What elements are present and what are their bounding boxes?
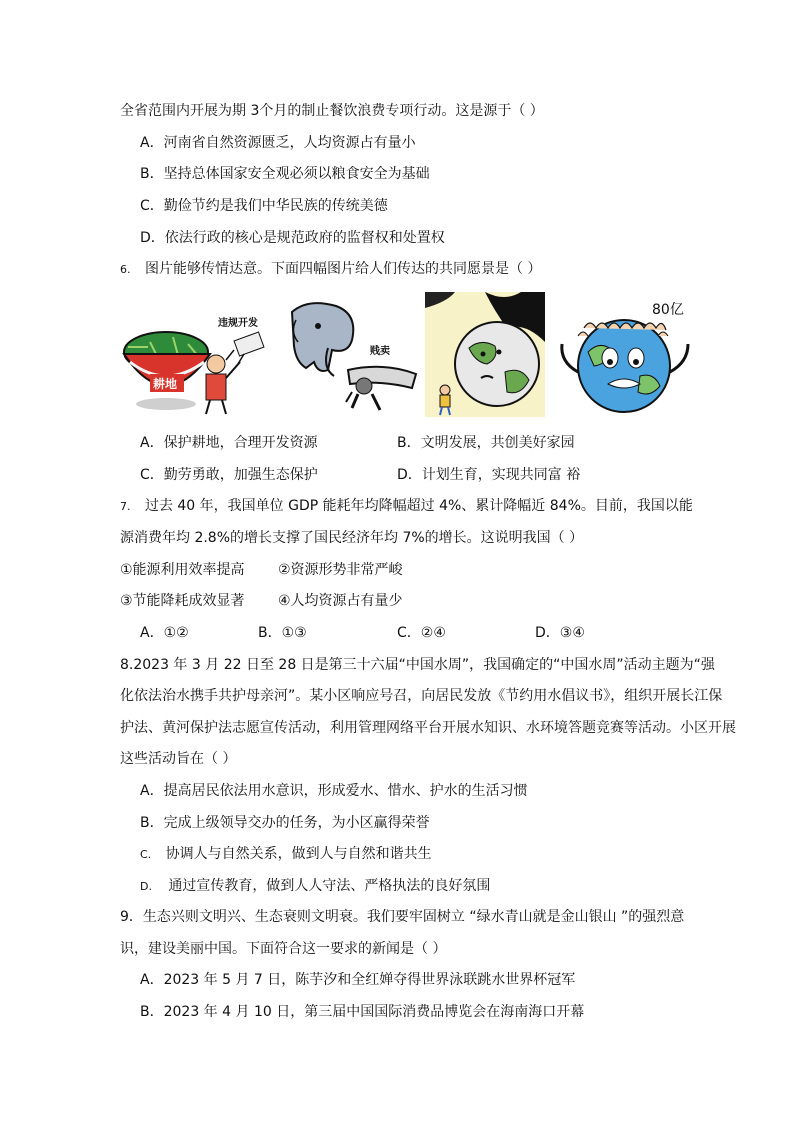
q9-stem-line2: 识，建设美丽中国。下面符合这一要求的新闻是（ ）	[120, 941, 447, 957]
q7-statement-4: ④人均资源占有量少	[278, 593, 403, 609]
q6-image-crowded-earth	[548, 292, 723, 417]
q8-option-c-text: 协调人与自然关系，做到人与自然和谐共生	[165, 846, 432, 862]
q6-number: 6.	[120, 263, 131, 276]
q8-option-c-letter: C.	[140, 848, 152, 861]
q7-stem-line1	[120, 496, 693, 517]
sell-cheap-label: 贱卖	[370, 346, 390, 357]
q6-image-earth-pollution	[425, 292, 545, 417]
q5-option-c: C．勤俭节约是我们中华民族的传统美德	[140, 198, 388, 214]
farmland-cartoon-illustration	[118, 292, 288, 417]
q8-stem-line4: 这些活动旨在（ ）	[120, 751, 237, 767]
q5-option-a: A．河南省自然资源匮乏，人均资源占有量小	[140, 135, 416, 151]
q8-option-d-text: 通过宣传教育，做到人人守法、严格执法的良好氛围	[168, 878, 491, 894]
q8-stem-line2: 化依法治水携手共护母亲河”。某小区响应号召，向居民发放《节约用水倡议书》，组织开展长江保	[120, 688, 723, 704]
q5-option-d: D．依法行政的核心是规范政府的监督权和处置权	[140, 230, 445, 246]
q7-option-a: A．①②	[140, 625, 189, 641]
population-label: 80亿	[652, 302, 684, 318]
q6-image-elephant	[288, 292, 423, 417]
q6-option-c: C．勤劳勇敢，加强生态保护	[140, 467, 318, 483]
q7-number: 7.	[120, 500, 131, 513]
q6-stem-text: 图片能够传情达意。下面四幅图片给人们传达的共同愿景是（ ）	[144, 261, 542, 277]
q8-option-b: B．完成上级领导交办的任务，为小区赢得荣誉	[140, 815, 430, 831]
q7-statement-3: ③节能降耗成效显著	[120, 593, 245, 609]
illegal-development-label: 违规开发	[218, 318, 258, 329]
q7-option-c: C．②④	[397, 625, 446, 641]
q7-statement-2: ②资源形势非常严峻	[278, 562, 403, 578]
q9-stem-line1: 9．生态兴则文明兴、生态衰则文明衰。我们要牢固树立 “绿水青山就是金山银山 ”的强烈意	[120, 909, 685, 925]
q7-stem-line2: 源消费年均 2.8%的增长支撑了国民经济年均 7%的增长。这说明我国（ ）	[120, 530, 584, 546]
q8-option-c	[140, 844, 432, 865]
q6-image-farmland	[118, 292, 288, 417]
q8-stem-line1: 8.2023 年 3 月 22 日至 28 日是第三十六届“中国水周”，我国确定的“中国水周”活动主题为“强	[120, 657, 715, 673]
earth-pollution-cartoon-illustration	[425, 292, 545, 417]
q9-option-b: B．2023 年 4 月 10 日，第三届中国国际消费品博览会在海南海口开幕	[140, 1004, 585, 1020]
q6-option-d: D．计划生育，实现共同富 裕	[397, 467, 581, 483]
q7-stem-text: 过去 40 年，我国单位 GDP 能耗年均降幅超过 4%、累计降幅近 84%。目前，我国以能	[144, 498, 693, 514]
q6-option-b: B．文明发展，共创美好家园	[397, 435, 575, 451]
farmland-label: 耕地	[153, 377, 178, 391]
q5-option-b: B．坚持总体国家安全观必须以粮食安全为基础	[140, 166, 430, 182]
q7-option-d: D．③④	[535, 625, 585, 641]
q8-option-a: A．提高居民依法用水意识，形成爱水、惜水、护水的生活习惯	[140, 783, 528, 799]
q9-option-a: A．2023 年 5 月 7 日，陈芋汐和全红婵夺得世界泳联跳水世界杯冠军	[140, 972, 576, 988]
q5-stem-tail: 全省范围内开展为期 3个月的制止餐饮浪费专项行动。这是源于（ ）	[120, 103, 544, 119]
q8-option-d-letter: D.	[140, 880, 152, 893]
crowded-earth-cartoon-illustration	[548, 292, 723, 417]
elephant-cartoon-illustration	[288, 292, 423, 417]
q6-stem	[120, 259, 541, 280]
q8-stem-line3: 护法、黄河保护法志愿宣传活动，利用管理网络平台开展水知识、水环境答题竞赛等活动。小区开展	[120, 720, 736, 736]
q7-statement-1: ①能源利用效率提高	[120, 562, 245, 578]
q8-option-d	[140, 876, 490, 897]
q7-option-b: B．①③	[258, 625, 307, 641]
q6-option-a: A．保护耕地，合理开发资源	[140, 435, 318, 451]
